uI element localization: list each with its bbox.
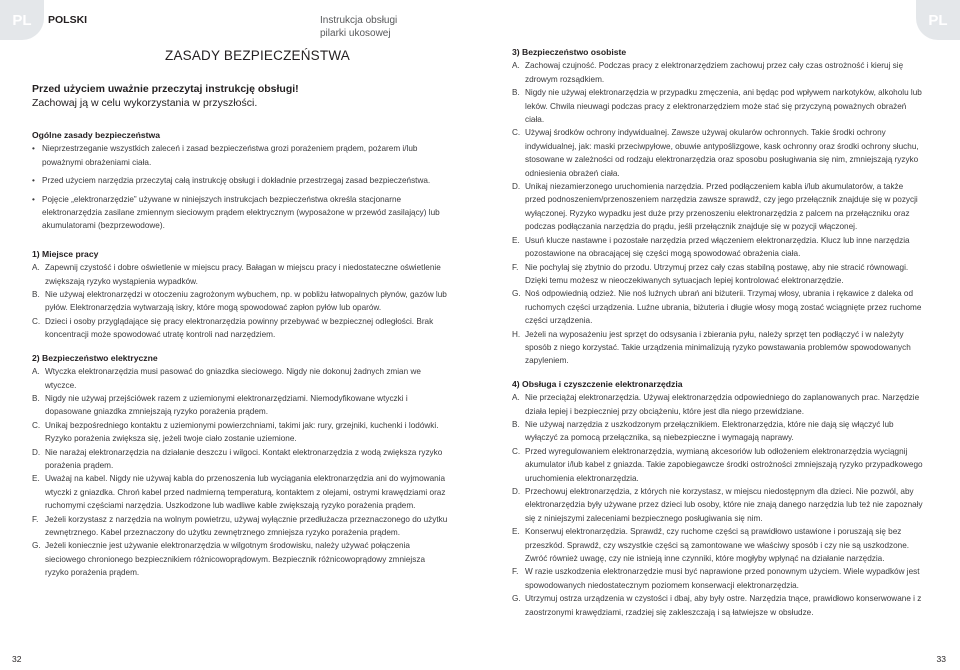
left-column bbox=[32, 82, 450, 580]
item-letter: F. bbox=[512, 567, 519, 577]
s3-item bbox=[512, 328, 924, 368]
s4-heading: 4) Obsługa i czyszczenie elektronarzędzia bbox=[512, 378, 683, 389]
item-letter: C. bbox=[32, 420, 41, 430]
item-text: Jeżeli na wyposażeniu jest sprzęt do odsysania i zbierania pyłu, należy sprzęt ten podłączyć i w należyty sposób z niego korzystać. Takie urządzenia minimalizują ryzyko powstawania problemów spowodowanych zapyleniem. bbox=[525, 329, 911, 366]
bullet-icon: • bbox=[32, 176, 35, 186]
s2-item bbox=[32, 513, 450, 540]
document-title-line-2: pilarki ukosowej bbox=[320, 28, 391, 39]
item-letter: D. bbox=[512, 487, 521, 496]
s2-heading: 2) Bezpieczeństwo elektryczne bbox=[32, 352, 158, 363]
s3-heading: 3) Bezpieczeństwo osobiste bbox=[512, 47, 627, 57]
s4-list bbox=[512, 391, 924, 619]
bullet-text: Pojęcie „elektronarzędzie” używane w niniejszych instrukcjach bezpieczeństwa określa stacjonarne elektronarzędzia zasilane zmiennym sieciowym prądem elektrycznym (wyposażone w przewód zasilający) lub akumulatorami (bezprzewodowe). bbox=[42, 194, 440, 231]
s2-item bbox=[32, 472, 450, 512]
general-bullet bbox=[32, 142, 450, 169]
item-text: Unikaj bezpośredniego kontaktu z uziemionymi powierzchniami, takimi jak: rury, grzejniki, kuchenki i lodówki. Ryzyko porażenia zwiększa się, jeżeli twoje ciało zostanie uziemione. bbox=[45, 420, 439, 444]
item-text: Dzieci i osoby przyglądające się pracy elektronarzędzia powinny przebywać w bezpiecznej odległości. Brak koncentracji może spowodować utratę kontroli nad narzędziem. bbox=[45, 316, 434, 340]
item-letter: H. bbox=[512, 329, 521, 339]
s4-item bbox=[512, 418, 924, 445]
item-text: Unikaj niezamierzonego uruchomienia narzędzia. Przed podłączeniem kabla i/lub akumulatorów, a także przed podnoszeniem/przenoszeniem narzędzia zawsze sprawdź, czy jego przełącznik znajduje się w pozycji wyłączonej. Ryzyko wypadku jest duże przy przenoszeniu elektronarzędzia z palcem na przełączniku oraz podczas podłączania narzędzia do prądu, jeśli przełącznik znajduje się w pozycji włączonej. bbox=[525, 182, 918, 232]
s3-item bbox=[512, 59, 924, 86]
s1-heading: 1) Miejsce pracy bbox=[32, 248, 99, 259]
s2-item bbox=[32, 419, 450, 446]
page-number-right: 33 bbox=[936, 654, 946, 664]
s4-item bbox=[512, 592, 924, 619]
s4-item bbox=[512, 565, 924, 592]
item-text: Nie przeciążaj elektronarzędzia. Używaj elektronarzędzia odpowiedniego do zaplanowanych prac. Narzędzie działa lepiej i bezpieczniej przy obciążeniu, które jest dla niego przewidziane. bbox=[525, 393, 920, 416]
s2-item bbox=[32, 365, 450, 392]
item-letter: A. bbox=[512, 393, 520, 403]
item-letter: B. bbox=[32, 393, 40, 403]
bullet-text: Przed użyciem narzędzia przeczytaj całą instrukcję obsługi i dokładnie przestrzegaj zasad bezpieczeństwa. bbox=[42, 176, 431, 186]
item-letter: E. bbox=[512, 527, 520, 537]
s3-item bbox=[512, 261, 924, 288]
item-letter: A. bbox=[512, 61, 520, 71]
item-letter: B. bbox=[32, 290, 40, 300]
page-number-left: 32 bbox=[12, 654, 22, 664]
s1-item bbox=[32, 261, 450, 288]
item-letter: D. bbox=[512, 182, 521, 192]
item-letter: B. bbox=[512, 419, 520, 429]
item-letter: G. bbox=[512, 289, 521, 299]
item-text: Uważaj na kabel. Nigdy nie używaj kabla do przenoszenia lub wyciągania elektronarzędzia ani do wyjmowania wtyczki z gniazdka. Chroń kabel przed nadmierną temperaturą, kontaktem z olejami, ostrymi krawędziami oraz ruchomymi częściami narzędzia. Uszkodzone lub wadliwe kable zwiększają ryzyko porażenia prądem. bbox=[45, 474, 446, 511]
item-text: Używaj środków ochrony indywidualnej. Zawsze używaj okularów ochronnych. Takie środki ochrony indywidualnej, jak: maski przeciwpyłowe, obuwie antypoślizgowe, kask ochronny oraz środki ochrony słuchu, stosowane w zależności od rodzaju elektronarzędzia oraz sposobu posługiwania się nim, zmniejszają ryzyko odniesienia obrażeń ciała. bbox=[525, 128, 919, 178]
bullet-text: Nieprzestrzeganie wszystkich zaleceń i zasad bezpieczeństwa grozi porażeniem prądem, pożarem i/lub poważnymi obrażeniami ciała. bbox=[42, 144, 418, 167]
intro-note: Zachowaj ją w celu wykorzystania w przyszłości. bbox=[32, 97, 258, 109]
item-letter: C. bbox=[512, 128, 521, 138]
intro-warning: Przed użyciem uważnie przeczytaj instrukcję obsługi! bbox=[32, 83, 299, 95]
item-letter: A. bbox=[32, 367, 40, 377]
item-text: Nie narażaj elektronarzędzia na działanie deszczu i wilgoci. Kontakt elektronarzędzia z wodą zwiększa ryzyko porażenia prądem. bbox=[45, 447, 443, 470]
s2-item bbox=[32, 539, 450, 579]
right-column bbox=[512, 46, 924, 619]
item-letter: B. bbox=[512, 88, 520, 98]
item-letter: A. bbox=[32, 263, 40, 273]
item-text: Nigdy nie używaj elektronarzędzia w przypadku zmęczenia, ani będąc pod wpływem narkotyków, alkoholu lub leków. Chwila nieuwagi podczas pracy z elektronarzędziem może stać się przyczyną poważnych obrażeń ciała. bbox=[525, 88, 922, 125]
s1-list bbox=[32, 261, 450, 341]
item-letter: G. bbox=[512, 594, 521, 604]
s3-item bbox=[512, 126, 924, 180]
item-text: Nie używaj narzędzia z uszkodzonym przełącznikiem. Elektronarzędzia, które nie dają się włączyć lub wyłączyć za pomocą przełącznika, są niebezpieczne i wymagają naprawy. bbox=[525, 419, 894, 443]
s1-item bbox=[32, 315, 450, 342]
s3-item bbox=[512, 287, 924, 327]
s4-item bbox=[512, 485, 924, 525]
language-tab-right: PL bbox=[916, 0, 960, 40]
item-letter: E. bbox=[512, 235, 520, 245]
item-text: Wtyczka elektronarzędzia musi pasować do gniazdka sieciowego. Nigdy nie dokonuj żadnych zmian we wtyczce. bbox=[45, 367, 421, 390]
document-title bbox=[320, 14, 397, 40]
item-text: Nie używaj elektronarzędzi w otoczeniu zagrożonym wybuchem, np. w pobliżu łatwopalnych płynów, gazów lub pyłów. Elektronarzędzia wytwarzają iskry, które mogą spowodować zapłon pyłów lub oparów. bbox=[45, 290, 447, 313]
s4-item bbox=[512, 445, 924, 485]
item-letter: C. bbox=[512, 446, 521, 456]
item-text: Noś odpowiednią odzież. Nie noś luźnych ubrań ani biżuterii. Trzymaj włosy, ubrania i rękawice z daleka od ruchomych części urządzenia. Luźne ubrania, biżuteria i długie włosy mogą zostać wciągnięte przez ruchome części urządzenia. bbox=[525, 289, 922, 326]
item-letter: G. bbox=[32, 541, 41, 551]
item-text: Zapewnij czystość i dobre oświetlenie w miejscu pracy. Bałagan w miejscu pracy i niedostateczne oświetlenie zwiększają ryzyko wystąpienia wypadków. bbox=[45, 263, 441, 286]
language-tab-left: PL bbox=[0, 0, 44, 40]
language-label: POLSKI bbox=[48, 14, 88, 26]
section-title: ZASADY BEZPIECZEŃSTWA bbox=[165, 48, 350, 63]
item-text: Zachowaj czujność. Podczas pracy z elektronarzędziem zachowuj przez cały czas ostrożność i kieruj się zdrowym rozsądkiem. bbox=[525, 61, 904, 84]
document-title-line-1: Instrukcja obsługi bbox=[320, 15, 398, 26]
item-text: Utrzymuj ostrza urządzenia w czystości i dbaj, aby były ostre. Narzędzia tnące, prawidłowo konserwowane i z zaostrzonymi krawędziami, rzadziej się zakleszczają i są łatwiejsze w obsłudze. bbox=[525, 594, 922, 617]
s1-item bbox=[32, 288, 450, 315]
general-bullets bbox=[32, 142, 450, 232]
item-letter: E. bbox=[32, 474, 40, 484]
s4-item bbox=[512, 391, 924, 418]
general-bullet bbox=[32, 193, 450, 233]
s2-item bbox=[32, 392, 450, 419]
s3-list bbox=[512, 59, 924, 367]
item-text: Jeżeli korzystasz z narzędzia na wolnym powietrzu, używaj wyłącznie przedłużacza przeznaczonego do użytku zewnętrznego. Kabel przeznaczony do użytku zewnętrznego zmniejsza ryzyko porażenia prądem. bbox=[45, 514, 448, 537]
s4-item bbox=[512, 525, 924, 565]
bullet-icon: • bbox=[32, 194, 35, 204]
item-text: Usuń klucze nastawne i pozostałe narzędzia przed włączeniem elektronarzędzia. Klucz lub inne narzędzia pozostawione na obracającej się części mogą spowodować obrażenia ciała. bbox=[525, 235, 910, 259]
item-text: Przed wyregulowaniem elektronarzędzia, wymianą akcesoriów lub odłożeniem elektronarzędzia wyciągnij akumulator i/lub kabel z gniazda. Takie zapobiegawcze środki ostrożności zmniejszają ryzyko przypadkowego uruchomienia elektronarzędzia. bbox=[525, 446, 923, 483]
item-letter: D. bbox=[32, 447, 41, 457]
s3-item bbox=[512, 86, 924, 126]
s3-item bbox=[512, 180, 924, 234]
item-letter: F. bbox=[512, 262, 519, 272]
s2-item bbox=[32, 446, 450, 473]
item-text: Nie pochylaj się zbytnio do przodu. Utrzymuj przez cały czas stabilną postawę, aby nie stracić równowagi. Dzięki temu możesz w nieoczekiwanych sytuacjach lepiej kontrolować elektronarzędzie. bbox=[525, 262, 909, 285]
general-bullet bbox=[32, 174, 450, 187]
item-text: Konserwuj elektronarzędzia. Sprawdź, czy ruchome części są prawidłowo ustawione i poruszają się bez przeszkód. Sprawdź, czy wszystkie części są zamontowane we właściwy sposób i czy nie są uszkodzone. Zwróć również uwagę, czy nie istnieją inne czynniki, które mogłyby wpłynąć na działanie narzędzia. bbox=[525, 527, 910, 564]
s2-list bbox=[32, 365, 450, 580]
bullet-icon: • bbox=[32, 144, 35, 154]
s3-item bbox=[512, 234, 924, 261]
item-letter: F. bbox=[32, 514, 39, 524]
item-text: Jeżeli koniecznie jest używanie elektronarzędzia w wilgotnym środowisku, należy używać połączenia sieciowego chronionego bezpiecznikiem różnicowoprądowym. Bezpiecznik różnicowoprądowy zmniejsza ryzyko porażenia prądem. bbox=[45, 541, 425, 578]
item-text: Nigdy nie używaj przejściówek razem z uziemionymi elektronarzędziami. Niemodyfikowane wtyczki i dopasowane gniazdka zmniejszają ryzyko porażenia prądem. bbox=[45, 393, 408, 417]
item-letter: C. bbox=[32, 316, 41, 326]
item-text: W razie uszkodzenia elektronarzędzie musi być naprawione przed ponownym użyciem. Wiele wypadków jest spowodowanych niedostatecznym poziomem konserwacji elektronarzędzia. bbox=[525, 567, 920, 590]
general-heading: Ogólne zasady bezpieczeństwa bbox=[32, 130, 160, 140]
item-text: Przechowuj elektronarzędzia, z których nie korzystasz, w miejscu niedostępnym dla dzieci. Nie pozwól, aby elektronarzędzia były używane przez dzieci lub osoby, które nie znają danego narzędzia lub też nie zapoznały się z niniejszymi zaleceniami bezpiecznego posługiwania się nim. bbox=[525, 487, 923, 523]
